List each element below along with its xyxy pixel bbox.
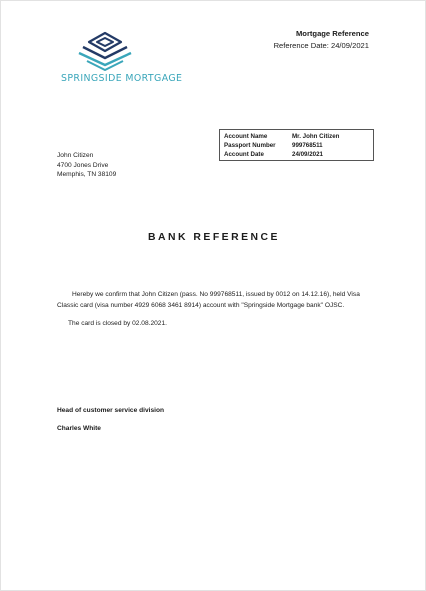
account-row	[224, 141, 369, 150]
account-label: Passport Number	[224, 142, 276, 149]
addressee-street: 4700 Jones Drive	[57, 161, 109, 169]
account-value: 999768511	[292, 142, 323, 149]
logo-mark-icon	[75, 31, 135, 71]
signature-role: Head of customer service division	[57, 407, 165, 414]
account-row	[224, 150, 369, 159]
body-text	[57, 289, 377, 329]
company-logo	[61, 31, 183, 86]
logo-text: SPRINGSIDE MORTGAGE	[61, 73, 183, 84]
addressee-block	[57, 151, 116, 180]
body-paragraph: The card is closed by 02.08.2021.	[68, 320, 167, 327]
account-value: Mr. John Citizen	[292, 133, 340, 140]
reference-title: Mortgage Reference	[295, 29, 369, 38]
body-paragraph: Hereby we confirm that John Citizen (pass. No 999768511, issued by 0012 on 14.12.16), held Visa Classic card (visa number 4929 6068 3461 8914) account with "Springside Mortgage bank" OJSC.	[57, 291, 360, 309]
addressee-city: Memphis, TN 38109	[57, 171, 117, 178]
addressee-name: John Citizen	[57, 152, 94, 159]
account-label: Account Name	[224, 133, 268, 140]
account-label: Account Date	[224, 151, 264, 158]
reference-date: Reference Date: 24/09/2021	[273, 41, 369, 50]
document-title: BANK REFERENCE	[148, 232, 280, 243]
signature-name: Charles White	[57, 425, 101, 432]
account-row	[224, 132, 369, 141]
account-info-box	[219, 129, 374, 161]
account-value: 24/09/2021	[292, 151, 323, 158]
